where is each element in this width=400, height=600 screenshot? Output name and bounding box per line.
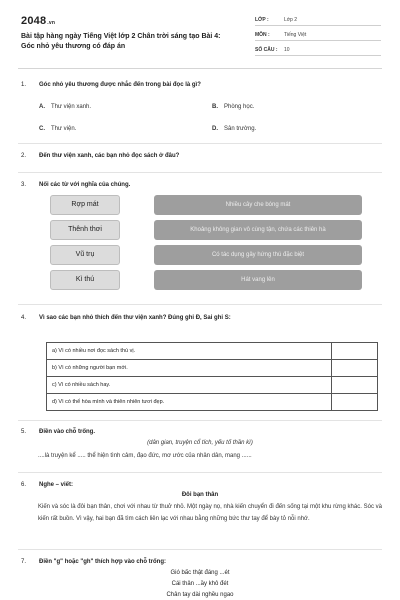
q5-hint: (dân gian, truyện cổ tích, yếu tố thần kì) [147,440,253,446]
divider [18,304,382,305]
q5-sentence: ....là truyện kể ..... thể hiện tình cảm, đạo đức, mơ ước của nhân dân, mang ...... [38,453,252,459]
divider [18,472,382,473]
match-meaning-1[interactable]: Nhiều cây che bóng mát [154,195,362,215]
meta-question-count: SỐ CÂU : 10 [255,44,381,56]
q1-option-d[interactable]: D. Sân trường. [212,126,257,132]
divider [18,143,382,144]
divider [18,549,382,550]
q1-option-c[interactable]: C. Thư viện. [39,126,77,132]
q7-line-2: Cái thân ...ầy khô đét [171,581,229,587]
q1-option-a[interactable]: A. Thư viện xanh. [39,104,92,110]
meta-subject: MÔN : Tiếng Việt [255,29,381,41]
match-word-1[interactable]: Rợp mát [50,195,120,215]
match-meaning-3[interactable]: Có tác dụng gây hứng thú đặc biệt [154,245,362,265]
answer-cell[interactable] [332,394,378,411]
worksheet-page: 2048.vn Bài tập hàng ngày Tiếng Việt lớp 2 Chân trời sáng tạo Bài 4: Góc nhỏ yêu thương có đáp án LỚP : Lớp 2 MÔN : Tiếng Việt SỐ CÂU : 10 1. Góc nhỏ yêu thương được nhắc đến trong bài đọc là gì? A. Thư viện xanh. B. Phòng học. C. Thư viện. D. Sân trường. 2. Đến thư viện xanh, các bạn nhỏ đọc sách ở đâu? 3. Nối các từ với nghĩa của chúng. Rợp mát Thênh thơi Vũ trụ Kì thú Nhiều cây che bóng mát Khoảng không gian vô cùng tận, chứa các thiên hà Có tác dụng gây hứng thú đặc biệt Hát vang lên 4. Vì sao các bạn nhỏ thích đến thư viện xanh? Đúng ghi Đ, Sai ghi S: a) Vì có nhiều nơi đọc sách thú vị. b) Vì có những người bạn mới. c) Vì có nhiều sách hay. d) Vì có thể hòa mình và thiên nhiên tươi đẹp. 5. Điền vào chỗ trống. (dân gian, truyện cổ tích, yếu tố thần kì) ....là truyện kể ..... thể hiện tình cảm, đạo đức, mơ ước của nhân dân, mang ...... 6. Nghe – viết: Đôi bạn thân Kiến và sóc là đôi bạn thân, chơi với nhau từ thuở nhỏ. Một ngày nọ, nhà kiến chuyển đi đến sống tại một khu rừng khác. Sóc và kiến rất buồn. Vì vậy, hai bạn đã tìm cách liên lạc với nhau bằng những bức thư tay để bày tỏ nỗi nhớ. 7. Điền "g" hoặc "gh" thích hợp vào chỗ trống: Gió bấc thật đáng ...ét Cái thân ...ầy khô đét Chân tay dài nghều ngao [0,0,400,600]
match-meaning-2[interactable]: Khoảng không gian vô cùng tận, chứa các thiên hà [154,220,362,240]
answer-cell[interactable] [332,360,378,377]
table-row: c) Vì có nhiều sách hay. [47,377,378,394]
divider [18,172,382,173]
site-logo[interactable]: 2048.vn [21,15,56,27]
q7-line-3: Chân tay dài nghều ngao [166,592,234,598]
document-title: Bài tập hàng ngày Tiếng Việt lớp 2 Chân trời sáng tạo Bài 4: Góc nhỏ yêu thương có đáp án [21,33,221,50]
table-row: d) Vì có thể hòa mình và thiên nhiên tươi đẹp. [47,394,378,411]
match-word-3[interactable]: Vũ trụ [50,245,120,265]
q1-option-b[interactable]: B. Phòng học. [212,104,255,110]
table-row: b) Vì có những người bạn mới. [47,360,378,377]
q7-line-1: Gió bấc thật đáng ...ét [170,570,230,576]
answer-cell[interactable] [332,377,378,394]
q6-subtitle: Đôi bạn thân [181,492,219,498]
true-false-table [46,342,378,411]
divider [18,420,382,421]
match-word-4[interactable]: Kì thú [50,270,120,290]
header-divider [18,68,382,69]
q6-paragraph: Kiến và sóc là đôi bạn thân, chơi với nhau từ thuở nhỏ. Một ngày nọ, nhà kiến chuyển đi đến sống tại một khu rừng khác. Sóc và kiến rất buồn. Vì vậy, hai bạn đã tìm cách liên lạc với nhau bằng những bức thư tay để bày tỏ nỗi nhớ. [38,504,382,522]
meta-grade: LỚP : Lớp 2 [255,14,381,26]
match-meaning-4[interactable]: Hát vang lên [154,270,362,290]
table-row: a) Vì có nhiều nơi đọc sách thú vị. [47,343,378,360]
answer-cell[interactable] [332,343,378,360]
match-word-2[interactable]: Thênh thơi [50,220,120,240]
